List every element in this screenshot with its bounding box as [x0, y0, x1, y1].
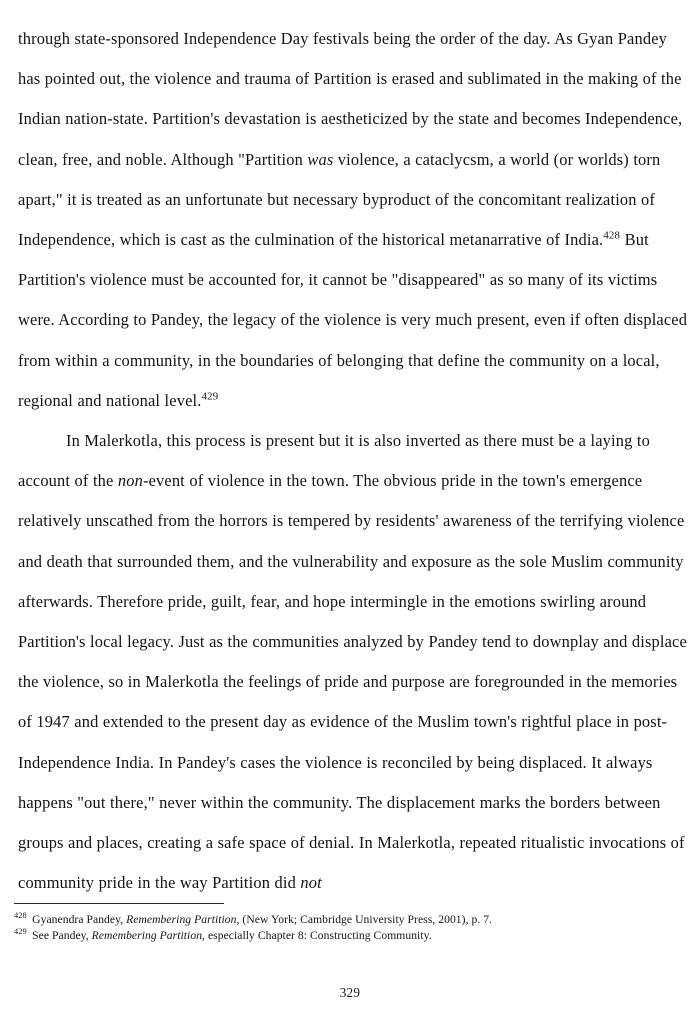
- body-text-block: [18, 19, 692, 903]
- footnote-number-428: 428: [14, 911, 27, 921]
- italic-run: Remembering Partition: [91, 928, 203, 942]
- footnote-number-429: 429: [14, 926, 27, 936]
- paragraph-1: through state-sponsored Independence Day festivals being the order of the day. As Gyan Pandey has pointed out, the violence and trauma of Partition is erased and sublimated in the making of the Indian nation-state. Partition's devastation is aestheticized by the state and becomes Independence, clean, free, and noble. Although "Partition was violence, a cataclycsm, a world (or worlds) torn apart," it is treated as an unfortunate but necessary byproduct of the concomitant realization of Independence, which is cast as the culmination of the historical metanarrative of India.$^{428}$ But Partition's violence must be accounted for, it cannot be "disappeared" as so many of its victims were. According to Pandey, the legacy of the violence is very much present, even if often displaced from within a community, in the boundaries of belonging that define the community on a local, regional and national level.$^{429}$: [18, 29, 688, 410]
- footnote-429: $^{429}$ See Pandey, Remembering Partition, especially Chapter 8: Constructing Community.: [14, 926, 432, 942]
- paragraph-2: In Malerkotla, this process is present but it is also inverted as there must be a laying to account of the non-event of violence in the town. The obvious pride in the town's emergence relatively unscathed from the horrors is tempered by residents' awareness of the terrifying violence and death that surrounded them, and the vulnerability and exposure as the sole Muslim community afterwards. Therefore pride, guilt, fear, and hope intermingle in the emotions swirling around Partition's local legacy. Just as the communities analyzed by Pandey tend to downplay and displace the violence, so in Malerkotla the feelings of pride and purpose are foregrounded in the memories of 1947 and extended to the present day as evidence of the Muslim town's rightful place in post-Independence India. In Pandey's cases the violence is reconciled by being displaced. It always happens "out there," never within the community. The displacement marks the borders between groups and places, creating a safe space of denial. In Malerkotla, repeated ritualistic invocations of community pride in the way Partition did not: [18, 431, 687, 893]
- footnote-428: $^{428}$ Gyanendra Pandey, Remembering Partition, (New York; Cambridge University Press, 2001), p. 7.: [14, 911, 493, 926]
- italic-run: was: [307, 149, 334, 169]
- footnote-reference-429[interactable]: 429: [201, 390, 219, 403]
- footnote-reference-428[interactable]: 428: [603, 229, 621, 242]
- page-number: 329: [339, 985, 361, 1000]
- italic-run: not: [300, 873, 322, 893]
- footnote-separator-rule: [14, 903, 224, 904]
- italic-run: Remembering Partition: [126, 913, 237, 926]
- italic-run: non: [117, 471, 143, 491]
- footnote-block: [14, 903, 690, 943]
